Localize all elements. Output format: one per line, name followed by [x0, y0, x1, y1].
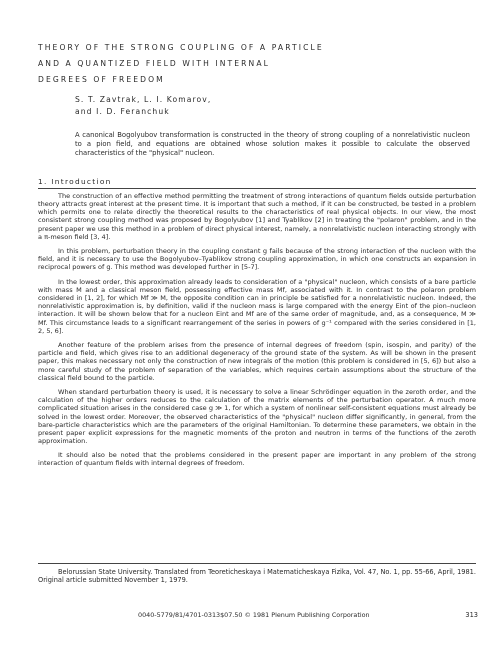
section-heading: 1. Introduction	[38, 177, 112, 186]
paragraph: In the lowest order, this approximation already leads to consideration of a "physical" nucleon, which consists of a bare particle with mass M and a classical meson field, possessing effective mass Mf, associated with it. In contrast to the polaron problem considered in [1, 2], for which Mf ≫ M, the opposite condition can in principle be satisfied for a nonrelativistic nucleon. Indeed, the nonrelativistic approximation is, by definition, valid if the nucleon mass is large compared with the energy Eint of the pion–nucleon interaction. It will be shown below that for a nucleon Eint and Mf are of the same order of magnitude, and, as a consequence, M ≫ Mf. This circumstance leads to a significant rearrangement of the series in powers of g⁻¹ compared with the series considered in [1, 2, 5, 6].	[38, 277, 476, 335]
paragraph: Another feature of the problem arises from the presence of internal degrees of freedom (spin, isospin, and parity) of the particle and field, which gives rise to an additional degeneracy of the ground state of the system. As will be shown in the present paper, this makes necessary not only the construction of new integrals of the motion (this problem is considered in [5, 6]) but also a more careful study of the problem of separation of the variables, which requires certain assumptions about the structure of the classical field bound to the particle.	[38, 341, 476, 382]
paragraph: In this problem, perturbation theory in the coupling constant g fails because of the strong interaction of the nucleon with the field, and it is necessary to use the Bogolyubov–Tyablikov strong coupling approximation, in which one constructs an expansion in reciprocal powers of g. This method was developed further in [5-7].	[38, 247, 476, 272]
authors-line-2: and I. D. Feranchuk	[75, 107, 170, 116]
title-line-1: THEORY OF THE STRONG COUPLING OF A PARTICLE	[38, 43, 324, 52]
copyright-line: 0040-5779/81/4701-0313$07.50 © 1981 Plenum Publishing Corporation	[138, 611, 370, 619]
page-number: 313	[465, 611, 478, 619]
paragraph: The construction of an effective method permitting the treatment of strong interactions of quantum fields outside perturbation theory attracts great interest at the present time. It is important that such a method, if it can be constructed, be tested in a problem which permits one to relate directly the theoretical results to the characteristics of real physical objects. In our view, the most consistent strong coupling method was proposed by Bogolyubov [1] and Tyablikov [2] in treating the "polaron" problem, and in the present paper we use this method in a problem of direct physical interest, namely, a nonrelativistic nucleon interacting strongly with a π-meson field [3, 4].	[38, 192, 476, 241]
title-line-2: AND A QUANTIZED FIELD WITH INTERNAL	[38, 59, 270, 68]
paper-title	[38, 40, 478, 88]
footnote: Belorussian State University. Translated from Teoreticheskaya i Matematicheskaya Fizika, Vol. 47, No. 1, pp. 55-66, April, 1981. Original article submitted November 1, 1979.	[38, 568, 476, 585]
authors	[75, 94, 211, 118]
paragraph: It should also be noted that the problems considered in the present paper are important in any problem of the strong interaction of quantum fields with internal degrees of freedom.	[38, 451, 476, 468]
section-divider	[38, 188, 476, 189]
footnote-divider	[38, 563, 476, 564]
abstract: A canonical Bogolyubov transformation is constructed in the theory of strong coupling of a nonrelativistic nucleon to a pion field, and equations are obtained whose solution makes it possible to calculate the observed characteristics of the "physical" nucleon.	[75, 131, 470, 158]
paragraph: When standard perturbation theory is used, it is necessary to solve a linear Schrödinger equation in the zeroth order, and the calculation of the higher orders reduces to the calculation of the matrix elements of the perturbation operator. A much more complicated situation arises in the considered case g ≫ 1, for which a system of nonlinear self-consistent equations must already be solved in the lowest order. Moreover, the observed characteristics of the "physical" nucleon differ significantly, in general, from the bare-particle characteristics which are the parameters of the original Hamiltonian. To determine these parameters, we obtain in the present paper explicit expressions for the magnetic moments of the proton and neutron in terms of the functions of the zeroth approximation.	[38, 388, 476, 445]
authors-line-1: S. T. Zavtrak, L. I. Komarov,	[75, 95, 212, 104]
title-line-3: DEGREES OF FREEDOM	[38, 75, 165, 84]
body-text	[38, 192, 476, 474]
